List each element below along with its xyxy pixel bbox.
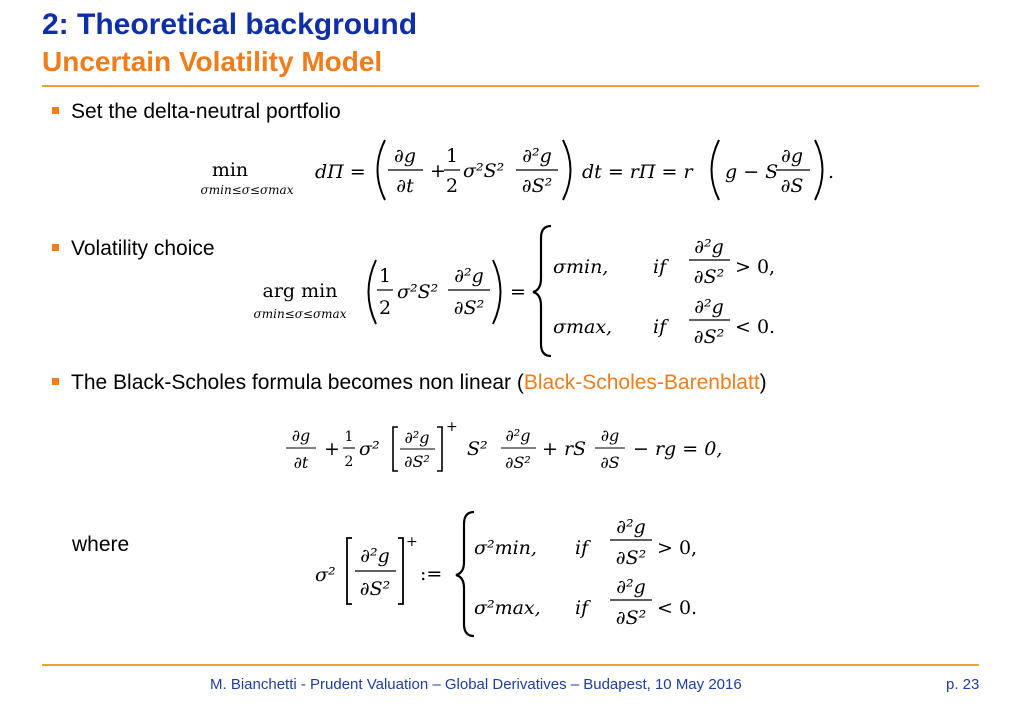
svg-text:∂²g: ∂²g <box>522 145 552 167</box>
eq2-case2-value: σmax, <box>553 316 613 338</box>
svg-text:∂g: ∂g <box>781 145 803 167</box>
eq1-operator: min <box>211 159 249 181</box>
eq1-terms <box>388 145 558 197</box>
svg-text:∂S²: ∂S² <box>359 578 391 600</box>
svg-text:σ²: σ² <box>359 438 380 460</box>
eq4-definition-sign: := <box>420 563 443 585</box>
footer-text: M. Bianchetti - Prudent Valuation – Global Derivatives – Budapest, 10 May 2016 <box>210 676 742 693</box>
svg-text:2: 2 <box>378 297 392 319</box>
svg-text:∂S: ∂S <box>600 453 620 472</box>
svg-text:σ²: σ² <box>315 564 336 586</box>
eq4-case2-num: ∂²g <box>616 576 646 598</box>
svg-text:S²: S² <box>467 438 488 460</box>
svg-text:∂²g: ∂²g <box>454 265 484 287</box>
svg-text:∂²g: ∂²g <box>404 428 430 447</box>
svg-text:∂²g: ∂²g <box>360 545 390 567</box>
eq2-brace <box>533 226 551 356</box>
slide-subtitle: Uncertain Volatility Model <box>42 46 383 77</box>
svg-text:+: + <box>324 438 340 460</box>
eq2-case2-den: ∂S² <box>693 326 725 348</box>
eq4-superscript: + <box>406 534 418 550</box>
eq4-case1-if: if <box>575 537 589 559</box>
eq2-case1-value: σmin, <box>553 256 609 278</box>
eq2-case1-den: ∂S² <box>693 266 725 288</box>
eq4-case1-den: ∂S² <box>615 547 647 569</box>
equation-argmin-volatility <box>235 220 795 360</box>
svg-text:σ²S²: σ²S² <box>397 281 439 303</box>
eq2-equals: = <box>510 281 526 303</box>
eq2-operator-sub: σmin≤σ≤σmax <box>253 307 347 321</box>
bullet-black-scholes <box>52 371 767 395</box>
eq1-paren-close <box>563 140 571 200</box>
eq4-case1-num: ∂²g <box>616 516 646 538</box>
eq2-case2-rel: < 0. <box>735 316 776 338</box>
eq1-terms-2 <box>725 145 810 197</box>
equation-sigma-definition <box>312 508 722 638</box>
eq4-case2-den: ∂S² <box>615 607 647 629</box>
svg-text:2: 2 <box>445 175 459 197</box>
svg-text:σ²S²: σ²S² <box>463 160 505 182</box>
eq4-case1-rel: > 0, <box>657 537 698 559</box>
eq2-paren-open <box>369 260 377 324</box>
page-number: p. 23 <box>946 676 980 693</box>
eq2-operator: arg min <box>262 280 338 302</box>
svg-text:2: 2 <box>344 454 354 470</box>
eq1-lhs: dΠ = <box>315 161 366 183</box>
eq2-case2-num: ∂²g <box>694 296 724 318</box>
footer-rule <box>42 664 979 666</box>
bullet-text-prefix: The Black-Scholes formula becomes non linear ( <box>71 371 524 394</box>
eq1-end: . <box>828 161 835 183</box>
svg-text:g − S: g − S <box>725 161 779 183</box>
svg-text:∂t: ∂t <box>396 175 414 197</box>
eq4-lhs <box>315 538 403 604</box>
eq4-brace <box>456 512 474 636</box>
eq2-paren-close <box>493 260 501 324</box>
bullet-marker <box>52 107 59 114</box>
bullet-marker <box>52 378 59 385</box>
eq2-case2-if: if <box>653 316 667 338</box>
svg-text:∂g: ∂g <box>291 426 311 445</box>
where-label: where <box>72 533 130 556</box>
bullet-text: Set the delta-neutral portfolio <box>71 100 341 123</box>
eq4-case2-value: σ²max, <box>474 597 541 619</box>
eq3-tail: − rg = 0, <box>633 438 723 460</box>
svg-text:∂g: ∂g <box>394 145 416 167</box>
eq3-superscript: + <box>446 419 458 435</box>
eq4-case2-rel: < 0. <box>657 597 698 619</box>
svg-text:1: 1 <box>445 145 459 167</box>
bsb-link-text: Black-Scholes-Barenblatt <box>523 371 760 394</box>
svg-text:∂S²: ∂S² <box>521 175 553 197</box>
eq2-argument <box>377 265 490 319</box>
eq1-paren-open <box>378 140 386 200</box>
svg-text:∂S²: ∂S² <box>453 297 485 319</box>
eq2-case1-rel: > 0, <box>735 256 776 278</box>
svg-text:∂S²: ∂S² <box>505 453 531 472</box>
svg-text:+ rS: + rS <box>542 438 587 460</box>
bullet-delta-neutral <box>52 100 341 124</box>
svg-text:∂S²: ∂S² <box>404 452 430 471</box>
bullet-text-suffix: ) <box>759 371 767 394</box>
eq4-case2-if: if <box>575 597 589 619</box>
svg-text:1: 1 <box>378 265 392 287</box>
slide-title: 2: Theoretical background <box>42 8 418 41</box>
svg-text:∂t: ∂t <box>293 453 309 472</box>
eq2-case1-num: ∂²g <box>694 236 724 258</box>
svg-text:∂g: ∂g <box>600 426 620 445</box>
svg-text:∂S: ∂S <box>780 175 804 197</box>
equation-min-portfolio <box>180 130 840 202</box>
bullet-text: Volatility choice <box>71 237 215 260</box>
equation-bsb-pde <box>280 415 760 485</box>
eq1-operator-sub: σmin≤σ≤σmax <box>200 183 294 197</box>
svg-text:1: 1 <box>344 429 354 445</box>
eq1-paren2-close <box>815 140 823 200</box>
header-rule <box>42 85 979 87</box>
svg-text:+: + <box>430 160 446 182</box>
eq2-case1-if: if <box>653 256 667 278</box>
bullet-marker <box>52 244 59 251</box>
eq1-mid: dt = rΠ = r <box>582 161 693 183</box>
svg-text:∂²g: ∂²g <box>505 426 531 445</box>
eq4-case1-value: σ²min, <box>474 537 537 559</box>
bullet-volatility-choice <box>52 237 215 261</box>
eq1-paren2-open <box>712 140 720 200</box>
